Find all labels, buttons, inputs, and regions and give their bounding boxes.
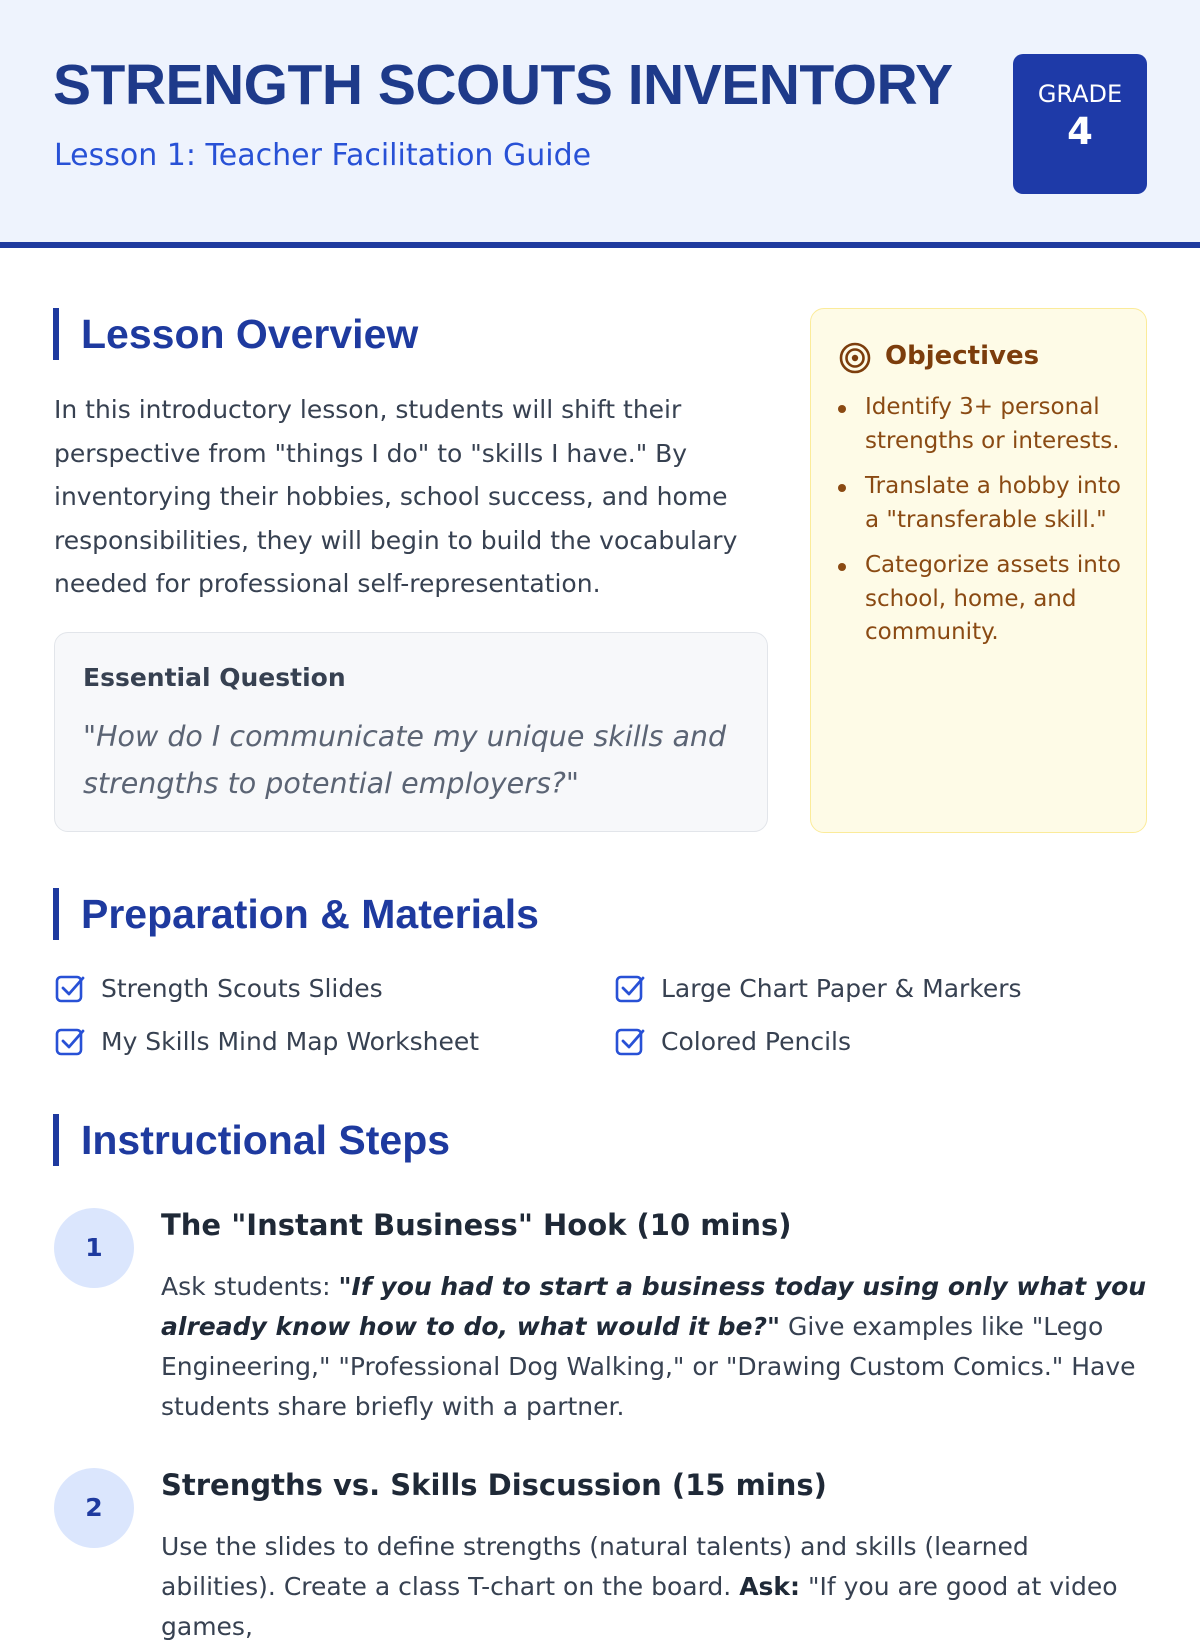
- grade-value: 4: [1067, 110, 1093, 153]
- essential-question-box: [54, 632, 768, 832]
- objectives-list: [865, 391, 1135, 662]
- step-body: [161, 1267, 1151, 1427]
- material-item: [54, 968, 383, 1008]
- checkbox-checked-icon: [54, 972, 86, 1004]
- grade-badge: [1013, 54, 1147, 194]
- step-body-intro: Use the slides to define strengths (natural talents) and skills (learned abilities). Create a class T-chart on the board.: [161, 1532, 1029, 1601]
- checkbox-checked-icon: [614, 1025, 646, 1057]
- section-heading-steps: Instructional Steps: [53, 1114, 450, 1166]
- step-body: [161, 1527, 1151, 1647]
- overview-text: In this introductory lesson, students will shift their perspective from "things I do" to "skills I have." By inventorying their hobbies, school success, and home responsibilities, they will begin to build the vocabulary needed for professional self-representation.: [54, 395, 738, 598]
- grade-label: GRADE: [1037, 80, 1123, 108]
- objective-item: Categorize assets into school, home, and community.: [865, 549, 1135, 650]
- step-body-question: "If you had to start a business today using only what you already know how to do, what would it be?": [161, 1272, 1147, 1341]
- step-title: Strengths vs. Skills Discussion (15 mins): [161, 1468, 827, 1502]
- step-number-badge: 2: [54, 1468, 134, 1548]
- objective-item: Translate a hobby into a "transferable skill.": [865, 470, 1135, 537]
- section-heading-overview: Lesson Overview: [53, 308, 418, 360]
- objectives-box: [810, 308, 1147, 833]
- essential-question-text: "How do I communicate my unique skills and strengths to potential employers?": [83, 720, 727, 800]
- page-header: [0, 0, 1200, 248]
- material-label: Large Chart Paper & Markers: [661, 973, 1022, 1003]
- step-body-rest: "If you are good at video games,: [161, 1572, 1118, 1641]
- document-subtitle: Lesson 1: Teacher Facilitation Guide: [54, 138, 592, 173]
- material-item: [614, 968, 1022, 1008]
- step-body-ask: Ask:: [739, 1572, 801, 1601]
- material-item: [54, 1021, 479, 1061]
- section-heading-materials: Preparation & Materials: [53, 888, 539, 940]
- material-item: [614, 1021, 851, 1061]
- checkbox-checked-icon: [614, 972, 646, 1004]
- material-label: Colored Pencils: [661, 1026, 851, 1056]
- step-number-badge: 1: [54, 1208, 134, 1288]
- step-body-rest: Give examples like "Lego Engineering," "Professional Dog Walking," or "Drawing Custom Comics." Have students share briefly with a partner.: [161, 1312, 1136, 1421]
- material-label: Strength Scouts Slides: [101, 973, 383, 1003]
- checkbox-checked-icon: [54, 1025, 86, 1057]
- essential-question-label: Essential Question: [83, 663, 346, 692]
- step-title: The "Instant Business" Hook (10 mins): [161, 1208, 792, 1242]
- document-title: STRENGTH SCOUTS INVENTORY: [53, 53, 953, 117]
- target-icon: [838, 341, 872, 375]
- objective-item: Identify 3+ personal strengths or interests.: [865, 391, 1135, 458]
- objectives-title: Objectives: [885, 341, 1040, 371]
- material-label: My Skills Mind Map Worksheet: [101, 1026, 480, 1056]
- step-body-intro: Ask students:: [161, 1272, 339, 1301]
